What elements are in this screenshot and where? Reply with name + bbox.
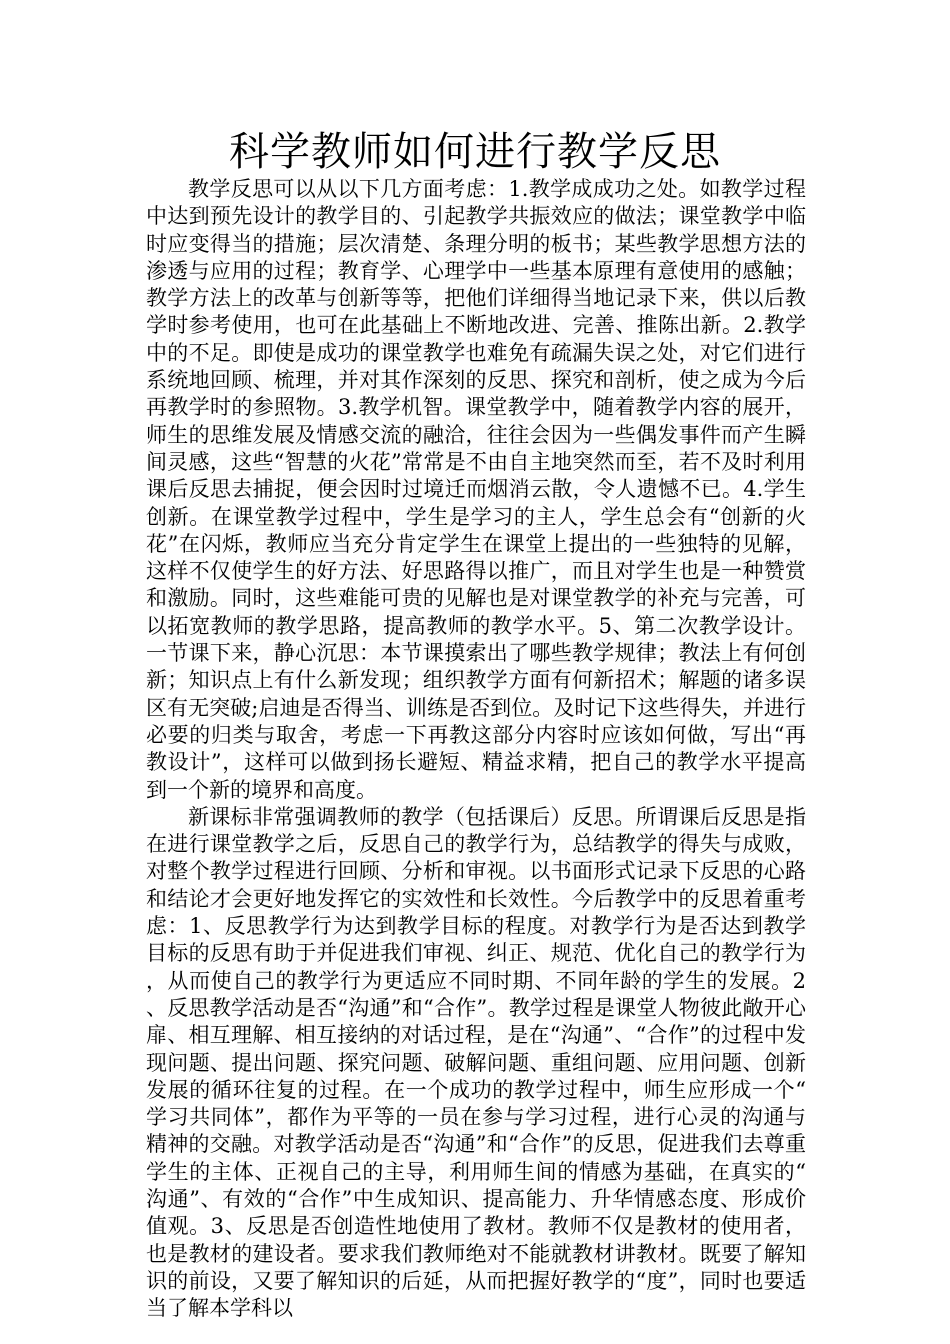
document-body — [146, 176, 806, 1322]
paragraph-1: 教学反思可以从以下几方面考虑：1.教学成成功之处。如教学过程中达到预先设计的教学目的、引起教学共振效应的做法；课堂教学中临时应变得当的措施；层次清楚、条理分明的板书；某些教学思想方法的渗透与应用的过程；教育学、心理学中一些基本原理有意使用的感触；教学方法上的改革与创新等等，把他们详细得当地记录下来，供以后教学时参考使用，也可在此基础上不断地改进、完善、推陈出新。2.教学中的不足。即使是成功的课堂教学也难免有疏漏失误之处，对它们进行系统地回顾、梳理，并对其作深刻的反思、探究和剖析，使之成为今后再教学时的参照物。3.教学机智。课堂教学中，随着教学内容的展开，师生的思维发展及情感交流的融洽，往往会因为一些偶发事件而产生瞬间灵感，这些“智慧的火花”常常是不由自主地突然而至，若不及时利用课后反思去捕捉，便会因时过境迁而烟消云散，令人遗憾不已。4.学生创新。在课堂教学过程中，学生是学习的主人，学生总会有“创新的火花”在闪烁，教师应当充分肯定学生在课堂上提出的一些独特的见解，这样不仅使学生的好方法、好思路得以推广，而且对学生也是一种赞赏和激励。同时，这些难能可贵的见解也是对课堂教学的补充与完善，可以拓宽教师的教学思路，提高教师的教学水平。5、第二次教学设计。一节课下来，静心沉思：本节课摸索出了哪些教学规律；教法上有何创新；知识点上有什么新发现；组织教学方面有何新招术；解题的诸多误区有无突破;启迪是否得当、训练是否到位。及时记下这些得失，并进行必要的归类与取舍，考虑一下再教这部分内容时应该如何做，写出“再教设计”，这样可以做到扬长避短、精益求精，把自己的教学水平提高到一个新的境界和高度。 — [146, 177, 806, 802]
document-title: 科学教师如何进行教学反思 — [229, 129, 721, 175]
paragraph-2: 新课标非常强调教师的教学（包括课后）反思。所谓课后反思是指在进行课堂教学之后，反思自己的教学行为，总结教学的得失与成败，对整个教学过程进行回顾、分析和审视。以书面形式记录下反思的心路和结论才会更好地发挥它的实效性和长效性。今后教学中的反思着重考虑：1、反思教学行为达到教学目标的程度。对教学行为是否达到教学目标的反思有助于并促进我们审视、纠正、规范、优化自己的教学行为，从而使自己的教学行为更适应不同时期、不同年龄的学生的发展。2、反思教学活动是否“沟通”和“合作”。教学过程是课堂人物彼此敞开心扉、相互理解、相互接纳的对话过程，是在“沟通”、“合作”的过程中发现问题、提出问题、探究问题、破解问题、重组问题、应用问题、创新发展的循环往复的过程。在一个成功的教学过程中，师生应形成一个“学习共同体”，都作为平等的一员在参与学习过程，进行心灵的沟通与精神的交融。对教学活动是否“沟通”和“合作”的反思，促进我们去尊重学生的主体、正视自己的主导，利用师生间的情感为基础，在真实的“沟通”、有效的“合作”中生成知识、提高能力、升华情感态度、形成价值观。3、反思是否创造性地使用了教材。教师不仅是教材的使用者，也是教材的建设者。要求我们教师绝对不能就教材讲教材。既要了解知识的前设，又要了解知识的后延，从而把握好教学的“度”，同时也要适当了解本学科以 — [146, 804, 806, 1321]
